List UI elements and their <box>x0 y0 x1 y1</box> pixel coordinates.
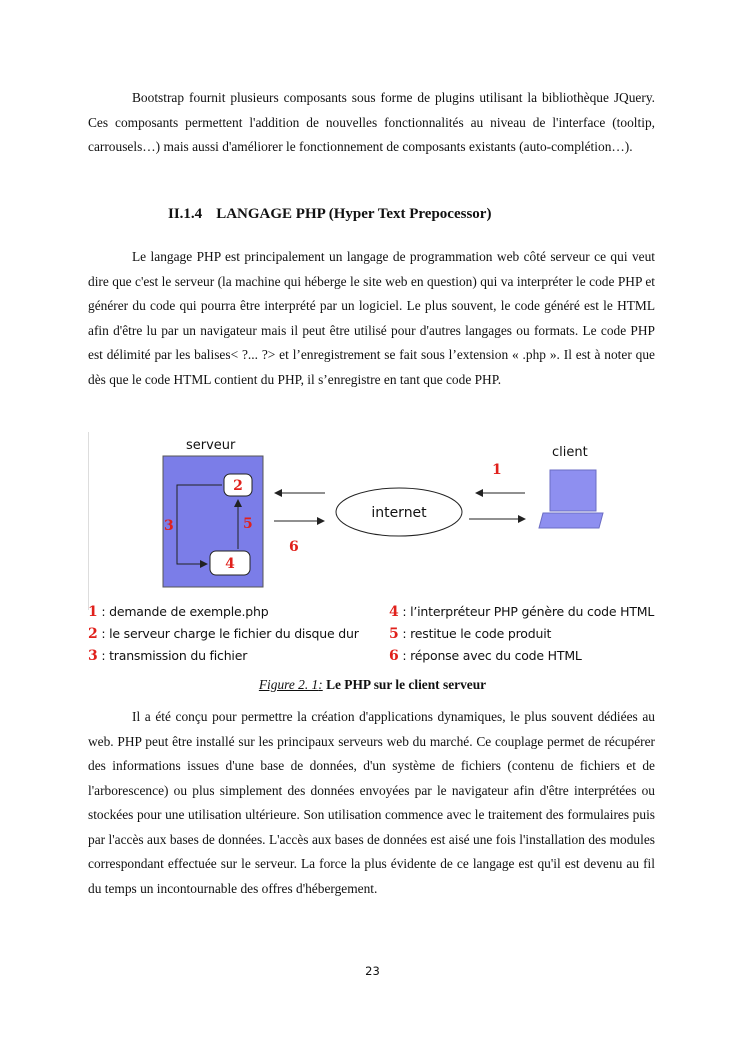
caption-label: Figure 2. 1 <box>258 677 319 692</box>
legend-number-6: 6 <box>389 648 399 664</box>
legend-item-6 <box>389 648 582 664</box>
legend-number-2: 2 <box>88 626 98 642</box>
legend-text-1: : demande de exemple.php <box>97 604 269 619</box>
legend-text-4: : l’interpréteur PHP génère du code HTML <box>398 604 655 619</box>
step-5-number: 5 <box>243 516 253 532</box>
legend-item-4 <box>389 604 654 620</box>
legend-number-4: 4 <box>389 604 399 620</box>
legend-item-1 <box>88 604 269 620</box>
figure-caption <box>0 677 745 693</box>
legend-number-1: 1 <box>88 604 98 620</box>
server-label: serveur <box>186 438 236 453</box>
paragraph-bootstrap: Bootstrap fournit plusieurs composants sous forme de plugins utilisant la bibliothèque JQuery. Ces composants permettent l'addition de nouvelles fonctionnalités au niveau de l'interface (tooltip, carrousels…) mais aussi d'améliorer le fonctionnement de composants existants (auto-complétion…). <box>88 90 655 154</box>
step-2-number: 2 <box>233 478 243 494</box>
client-label: client <box>552 445 588 460</box>
legend-number-3: 3 <box>88 648 98 664</box>
client-computer-icon <box>539 470 603 528</box>
legend-item-5 <box>389 626 551 642</box>
paragraph-php-usage: Il a été conçu pour permettre la création d'applications dynamiques, le plus souvent dédiées au web. PHP peut être installé sur les principaux serveurs web du marché. Ce couplage permet de récupérer des informations issues d'une base de données, d'un système de fichiers (contenu de fichiers et de l'arborescence) ou plus simplement des données envoyées par le navigateur afin d'être interprétées ou stockées pour une utilisation ultérieure. Son utilisation commence avec le traitement des formulaires puis par l'accès aux bases de données. L'accès aux bases de données est aisé une fois l'installation des modules correspondant effectuée sur le serveur. La force la plus évidente de ce langage est qu'il est devenu au fil du temps un incontournable des offres d'hébergement. <box>88 709 655 896</box>
php-diagram <box>88 432 668 610</box>
php-client-server-figure <box>88 432 668 672</box>
legend-text-5: : restitue le code produit <box>398 626 552 641</box>
legend-text-3: : transmission du fichier <box>97 648 248 663</box>
legend-item-2 <box>88 626 359 642</box>
step-3-number: 3 <box>164 518 174 534</box>
section-heading <box>168 206 491 223</box>
caption-separator: : <box>318 677 323 692</box>
paragraph-php-intro: Le langage PHP est principalement un langage de programmation web côté serveur ce qui veut dire que c'est le serveur (la machine qui héberge le site web en question) qui va interpréter le code PHP et générer du code qui pourra être interprété par un logiciel. Le plus souvent, le code généré est le HTML afin d'être lu par un navigateur mais il peut être utilisé pour d'autres langages ou formats. Le code PHP est délimité par les balises< ?... ?> et l’enregistrement se fait sous l’extension « .php ». Il est à noter que dès que le code HTML contient du PHP, il s’enregistre en tant que code PHP. <box>88 249 655 387</box>
legend-number-5: 5 <box>389 626 399 642</box>
section-title: LANGAGE PHP (Hyper Text Prepocessor) <box>216 206 492 222</box>
step-6-number: 6 <box>289 539 299 555</box>
caption-title: Le PHP sur le client serveur <box>322 677 487 692</box>
internet-label: internet <box>371 505 427 521</box>
page-number: 23 <box>365 964 380 978</box>
legend-text-6: : réponse avec du code HTML <box>398 648 582 663</box>
step-1-number: 1 <box>492 462 502 478</box>
step-4-number: 4 <box>225 556 235 572</box>
section-number: II.1.4 <box>168 206 203 222</box>
legend-item-3 <box>88 648 247 664</box>
legend-text-2: : le serveur charge le fichier du disque dur <box>97 626 359 641</box>
